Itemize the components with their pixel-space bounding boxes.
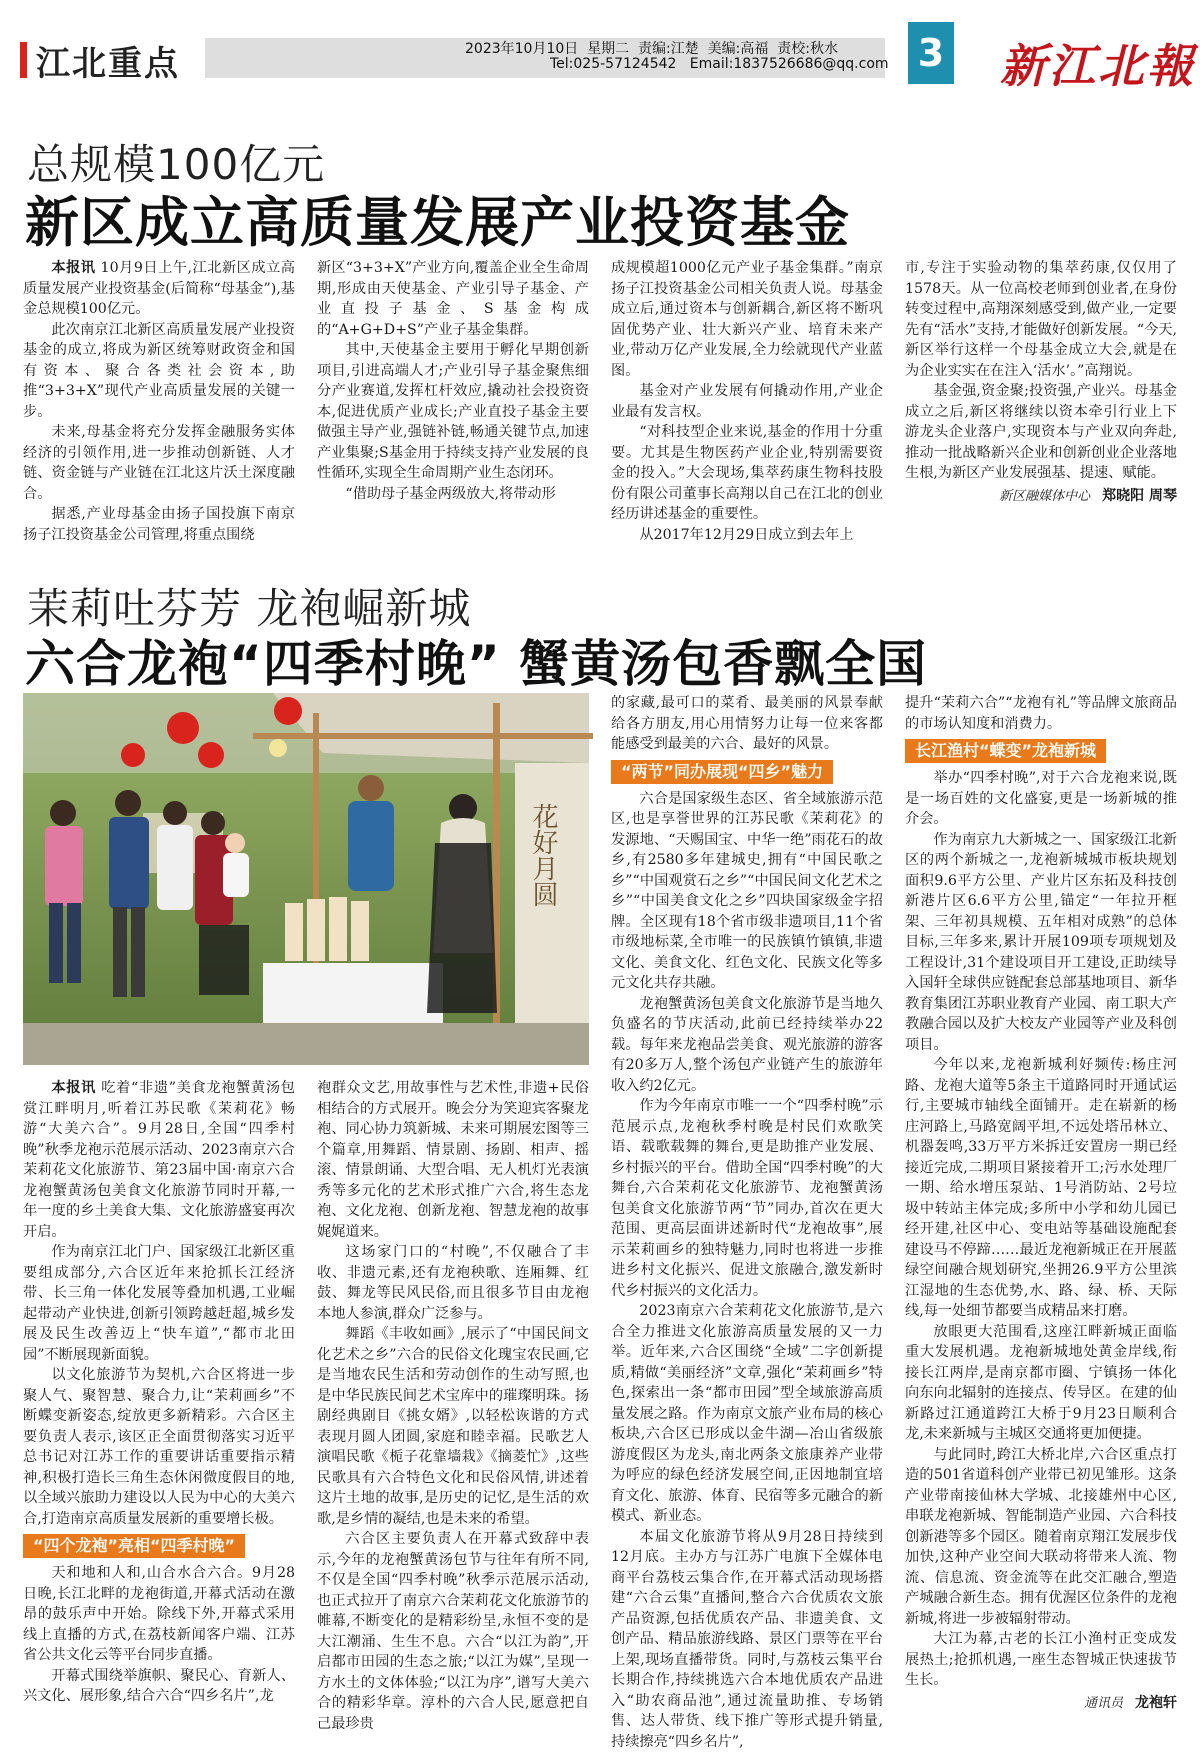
article1-paragraph: “借助母子基金两级放大,将带动形 — [317, 484, 589, 505]
article2-paragraph: 开幕式围绕举旗帜、聚民心、育新人、兴文化、展形象,结合六合“四乡名片”,龙 — [23, 1666, 295, 1707]
article2-kicker: 茉莉吐芬芳 龙袍崛新城 — [27, 576, 471, 636]
article2-paragraph: 作为南京江北门户、国家级江北新区重要组成部分,六合区近年来抢抓长江经济带、长三角一体化发展等叠加机遇,工业崛起带动产业快进,创新引领跨越赶超,城乡发展及民生改善迈上“快车道”,“都市北田园”不断展现新面貌。 — [23, 1242, 295, 1365]
article2-column-2 — [317, 1078, 589, 1718]
article1-byline — [905, 486, 1177, 508]
article1-paragraph: 基金强,资金聚;投资强,产业兴。母基金成立之后,新区将继续以资本牵引行业上下游龙头企业落户,实现资本与产业双向奔赴,推动一批战略新兴企业和创新创业企业落地生根,为新区产业发展强基、提速、赋能。 — [905, 381, 1177, 484]
article1-column-3 — [611, 258, 883, 524]
article2-paragraph: 袍群众文艺,用故事性与艺术性,非遗+民俗相结合的方式展开。晚会分为笑迎宾客聚龙袍、同心协力筑新城、未来可期展宏图等三个篇章,用舞蹈、情景剧、扬剧、相声、摇滚、情景朗诵、大型合唱、无人机灯光表演秀等多元化的艺术形式推广六合,将生态龙袍、文化龙袍、创新龙袍、智慧龙袍的故事娓娓道来。 — [317, 1078, 589, 1242]
subheading-four-longpao: “四个龙袍”亮相“四季村晚” — [23, 1534, 245, 1558]
article2-paragraph: 以文化旅游节为契机,六合区将进一步聚人气、聚智慧、聚合力,让“茉莉画乡”不断蝶变新姿态,绽放更多新精彩。六合区主要负责人表示,该区正全面贯彻落实习近平总书记对江苏工作的重要讲话重要指示精神,积极打造长三角生态休闲微度假目的地,以全域兴旅助力建设以人民为中心的大美六合,打造南京高质量发展新的重要增长极。 — [23, 1365, 295, 1529]
article2-paragraph: 与此同时,跨江大桥北岸,六合区重点打造的501省道科创产业带已初见雏形。这条产业带南接仙林大学城、北接雄州中心区,串联龙袍新城、智能制造产业园、六合科技创新港等多个园区。随着南京翔江发展步伐加快,这种产业空间大联动将带来人流、物流、信息流、资金流等在此交汇融合,塑造产城融合新生态。拥有优渥区位条件的龙袍新城,将进一步被辐射带动。 — [905, 1445, 1177, 1630]
article2-column-4 — [905, 693, 1177, 1718]
article1-lead: 本报讯 — [51, 260, 95, 276]
article1-paragraph: 新区“3+3+X”产业方向,覆盖企业全生命周期,形成由天使基金、产业引导子基金、产业直投子基金、S基金构成的“A+G+D+S”产业子基金集群。 — [317, 258, 589, 340]
article1-paragraph: 市,专注于实验动物的集萃药康,仅仅用了1578天。从一位高校老师到创业者,在身份转变过程中,高翔深刻感受到,做产业,一定要先有“活水”支持,才能做好创新发展。“今天,新区举行这样一个母基金成立大会,就是在为企业实实在在注入‘活水’。”高翔说。 — [905, 258, 1177, 381]
article2-paragraph: 放眼更大范围看,这座江畔新城正面临重大发展机遇。龙袍新城地处黄金岸线,衔接长江两岸,是南京都市圈、宁镇扬一体化向东向北辐射的连接点、传导区。在建的仙新路过江通道跨江大桥于9月23日顺利合龙,未来新城与主城区交通将更加便捷。 — [905, 1322, 1177, 1445]
article2-paragraph: 六合是国家级生态区、省全域旅游示范区,也是享誉世界的江苏民歌《茉莉花》的发源地、“天赐国宝、中华一绝”雨花石的故乡,有2580多年建城史,拥有“中国民歌之乡”“中国观赏石之乡”“中国民间文化艺术之乡”“中国美食文化之乡”四块国家级金字招牌。全区现有18个省市级非遗项目,11个省市级地标菜,全市唯一的民族镇竹镇镇,非遗文化、美食文化、红色文化、民族文化等多元文化共存共融。 — [611, 789, 883, 994]
article1-paragraph: 此次南京江北新区高质量发展产业投资基金的成立,将成为新区统筹财政资金和国有资本、聚合各类社会资本,助推“3+3+X”现代产业高质量发展的关键一步。 — [23, 320, 295, 423]
article2-paragraph: 的家藏,最可口的菜肴、最美丽的风景奉献给各方朋友,用心用情努力让每一位来客都能感受到最美的六合、最好的风景。 — [611, 693, 883, 755]
article1-column-1 — [23, 258, 295, 524]
article1-paragraph: 从2017年12月29日成立到去年上 — [611, 525, 883, 546]
photo-banner-text: 花好月圆 — [528, 803, 558, 907]
section-title: 江北重点 — [36, 36, 180, 85]
article1-paragraph: 基金对产业发展有何撬动作用,产业企业最有发言权。 — [611, 381, 883, 422]
article2-paragraph: 吃着“非遗”美食龙袍蟹黄汤包赏江畔明月,听着江苏民歌《茉莉花》畅游“大美六合”。9月28日,全国“四季村晚”秋季龙袍示范展示活动、2023南京六合茉莉花文化旅游节、第23届中国·南京六合龙袍蟹黄汤包美食文化旅游节同时开幕,一年一度的乡土美食大集、文化旅游盛宴再次开启。 — [23, 1080, 295, 1240]
article1-paragraph: 据悉,产业母基金由扬子国投旗下南京扬子江投资基金公司管理,将重点围绕 — [23, 504, 295, 545]
article1-paragraph: 未来,母基金将充分发挥金融服务实体经济的引领作用,进一步推动创新链、人才链、资金链与产业链在江北这片沃土深度融合。 — [23, 422, 295, 504]
article2-paragraph: 舞蹈《丰收如画》,展示了“中国民间文化艺术之乡”六合的民俗文化瑰宝农民画,它是当地农民生活和劳动创作的生动写照,也是中华民族民间艺术宝库中的璀璨明珠。扬剧经典剧目《挑女婿》,以轻松诙谐的方式表现月圆人团圆,家庭和睦幸福。民歌艺人演唱民歌《栀子花靠墙栽》《摘菱忙》,这些民歌具有六合特色文化和民俗风情,讲述着这片土地的故事,是历史的记忆,是生活的欢歌,是乡情的凝结,也是未来的希望。 — [317, 1324, 589, 1529]
article2-column-3 — [611, 693, 883, 1718]
article1-kicker: 总规模100亿元 — [27, 132, 325, 192]
article1-paragraph: 其中,天使基金主要用于孵化早期创新项目,引进高端人才;产业引导子基金聚焦细分产业赛道,发挥杠杆效应,撬动社会投资资本,促进优质产业成长;产业直投子基金主要做强主导产业,强链补链,畅通关键节点,加速产业集聚;S基金用于持续支持产业发展的良性循环,实现全生命周期产业生态闭环。 — [317, 340, 589, 484]
article2-column-1 — [23, 1078, 295, 1718]
article2-paragraph: 作为南京九大新城之一、国家级江北新区的两个新城之一,龙袍新城城市板块规划面积9.6平方公里、产业片区东拓及科技创新港片区6.6平方公里,锚定“一年拉开框架、三年初具规模、五年相对成熟”的总体目标,三年多来,累计开展109项专项规划及工程设计,31个建设项目开工建设,正助续导入国轩全球供应链配套总部基地项目、新华教育集团江苏职业教育产业园、南工职大产教融合园以及扩大校友产业园等产业及科创项目。 — [905, 830, 1177, 1056]
article1-column-4 — [905, 258, 1177, 526]
page-number-badge: 3 — [908, 22, 954, 84]
section-accent-bar — [20, 42, 27, 78]
article2-paragraph: 这场家门口的“村晚”,不仅融合了丰收、非遗元素,还有龙袍秧歌、连厢舞、红鼓、舞龙等民风民俗,而且很多节目由龙袍本地人参演,群众广泛参与。 — [317, 1242, 589, 1324]
issue-date-line: 2023年10月10日 星期二 责编:江楚 美编:高福 责校:秋水 — [465, 38, 838, 58]
subheading-fishing-village: 长江渔村“蝶变”龙袍新城 — [905, 739, 1106, 763]
contact-line: Tel:025-57124542 Email:1837526686@qq.com — [550, 56, 889, 72]
newspaper-masthead-logo: 新江北報 — [1000, 30, 1196, 96]
article2-paragraph: 今年以来,龙袍新城利好频传:杨庄河路、龙袍大道等5条主干道路同时开通试运行,主要城市轴线全面铺开。走在崭新的杨庄河路上,马路宽阔平坦,不远处塔吊林立、机器轰鸣,33万平方米拆迁安置房一期已经接近完成,二期项目紧接着开工;污水处理厂一期、给水增压泵站、1号消防站、2号垃圾中转站主体完成;多所中小学和幼儿园已经开建,社区中心、变电站等基础设施配套建设马不停蹄……最近龙袍新城正在开展蓝绿空间融合规划研究,坐拥26.9平方公里滨江湿地的生态优势,水、路、绿、桥、天际线,每一处细节都要当成精品来打磨。 — [905, 1055, 1177, 1322]
article2-lead: 本报讯 — [51, 1080, 96, 1096]
article2-byline — [905, 1693, 1177, 1715]
festival-photo — [23, 693, 589, 1065]
article2-paragraph: 大江为幕,古老的长江小渔村正变成发展热土;抢抓机遇,一座生态智城正快速拔节生长。 — [905, 1629, 1177, 1691]
article2-paragraph: 举办“四季村晚”,对于六合龙袍来说,既是一场百姓的文化盛宴,更是一场新城的推介会。 — [905, 768, 1177, 830]
byline-authors: 龙袍轩 — [1135, 1695, 1177, 1711]
byline-organization: 通讯员 — [1084, 1696, 1123, 1711]
page-header — [0, 0, 1200, 110]
article1-paragraph: 成规模超1000亿元产业子基金集群。”南京扬子江投资基金公司相关负责人说。母基金成立后,通过资本与创新耦合,新区将不断巩固优势产业、壮大新兴产业、培育未来产业,带动万亿产业发展,全力绘就现代产业蓝图。 — [611, 258, 883, 381]
article2-paragraph: 提升“茉莉六合”“龙袍有礼”等品牌文旅商品的市场认知度和消费力。 — [905, 693, 1177, 734]
article2-paragraph: 2023南京六合茉莉花文化旅游节,是六合全力推进文化旅游高质量发展的又一力举。近年来,六合区围绕“全域”二字创新提质,精做“美丽经济”文章,强化“茉莉画乡”特色,探索出一条“都市田园”型全域旅游高质量发展之路。作为南京文旅产业布局的核心板块,六合区已形成以金牛湖—冶山省级旅游度假区为龙头,南北两条文旅康养产业带为呼应的绿色经济发展空间,正因地制宜培育文化、旅游、体育、民宿等多元融合的新模式、新业态。 — [611, 1301, 883, 1527]
article1-column-2 — [317, 258, 589, 524]
article1-paragraph: “对科技型企业来说,基金的作用十分重要。尤其是生物医药产业企业,特别需要资金的投入。”大会现场,集萃药康生物科技股份有限公司董事长高翔以自己在江北的创业经历讲述基金的重要性。 — [611, 422, 883, 525]
article1-paragraph: 10月9日上午,江北新区成立高质量发展产业投资基金(后简称“母基金”),基金总规模100亿元。 — [23, 260, 295, 317]
byline-authors: 郑晓阳 周琴 — [1102, 488, 1177, 504]
article2-paragraph: 龙袍蟹黄汤包美食文化旅游节是当地久负盛名的节庆活动,此前已经持续举办22载。每年来龙袍品尝美食、观光旅游的游客有20多万人,整个汤包产业链产生的旅游年收入约2亿元。 — [611, 994, 883, 1097]
article2-paragraph: 六合区主要负责人在开幕式致辞中表示,今年的龙袍蟹黄汤包节与往年有所不同,不仅是全国“四季村晚”秋季示范展示活动,也正式拉开了南京六合茉莉花文化旅游节的帷幕,不断变化的是精彩纷呈,永恒不变的是大江潮涌、生生不息。六合“以江为韵”,开启都市田园的生态之旅;“以江为媒”,呈现一方水土的文体体验;“以江为序”,谱写大美六合的精彩华章。淳朴的六合人民,愿意把自己最珍贵 — [317, 1529, 589, 1734]
article2-headline: 六合龙袍“四季村晚” 蟹黄汤包香飘全国 — [25, 624, 927, 696]
article2-paragraph: 作为今年南京市唯一一个“四季村晚”示范展示点,龙袍秋季村晚是村民们欢歌笑语、载歌载舞的舞台,更是助推产业发展、乡村振兴的平台。借助全国“四季村晚”的大舞台,六合茉莉花文化旅游节、龙袍蟹黄汤包美食文化旅游节两“节”同办,首次在更大范围、更高层面讲述新时代“龙袍故事”,展示茉莉画乡的独特魅力,同时也将进一步推进乡村文化振兴、促进文旅融合,激发新时代乡村振兴的文化活力。 — [611, 1096, 883, 1301]
article2-paragraph: 天和地和人和,山合水合六合。9月28日晚,长江北畔的龙袍街道,开幕式活动在激昂的鼓乐声中开始。除线下外,开幕式采用线上直播的方式,在荔枝新闻客户端、江苏省公共文化云等平台同步直播。 — [23, 1563, 295, 1666]
byline-organization: 新区融媒体中心 — [999, 489, 1090, 504]
subheading-two-festivals: “两节”同办展现“四乡”魅力 — [611, 760, 833, 784]
article1-headline: 新区成立高质量发展产业投资基金 — [25, 180, 850, 257]
article2-paragraph: 本届文化旅游节将从9月28日持续到12月底。主办方与江苏广电旗下全媒体电商平台荔枝云集合作,在开幕式活动现场搭建“六合云集”直播间,整合六合优质农文旅产品资源,包括优质农产品、非遗美食、文创产品、精品旅游线路、景区门票等在平台上架,现场直播带货。同时,与荔枝云集平台长期合作,持续挑选六合本地优质农产品进入“助农商品池”,通过流量助推、专场销售、达人带货、线下推广等形式提升销量,持续擦亮“四乡名片”, — [611, 1527, 883, 1752]
